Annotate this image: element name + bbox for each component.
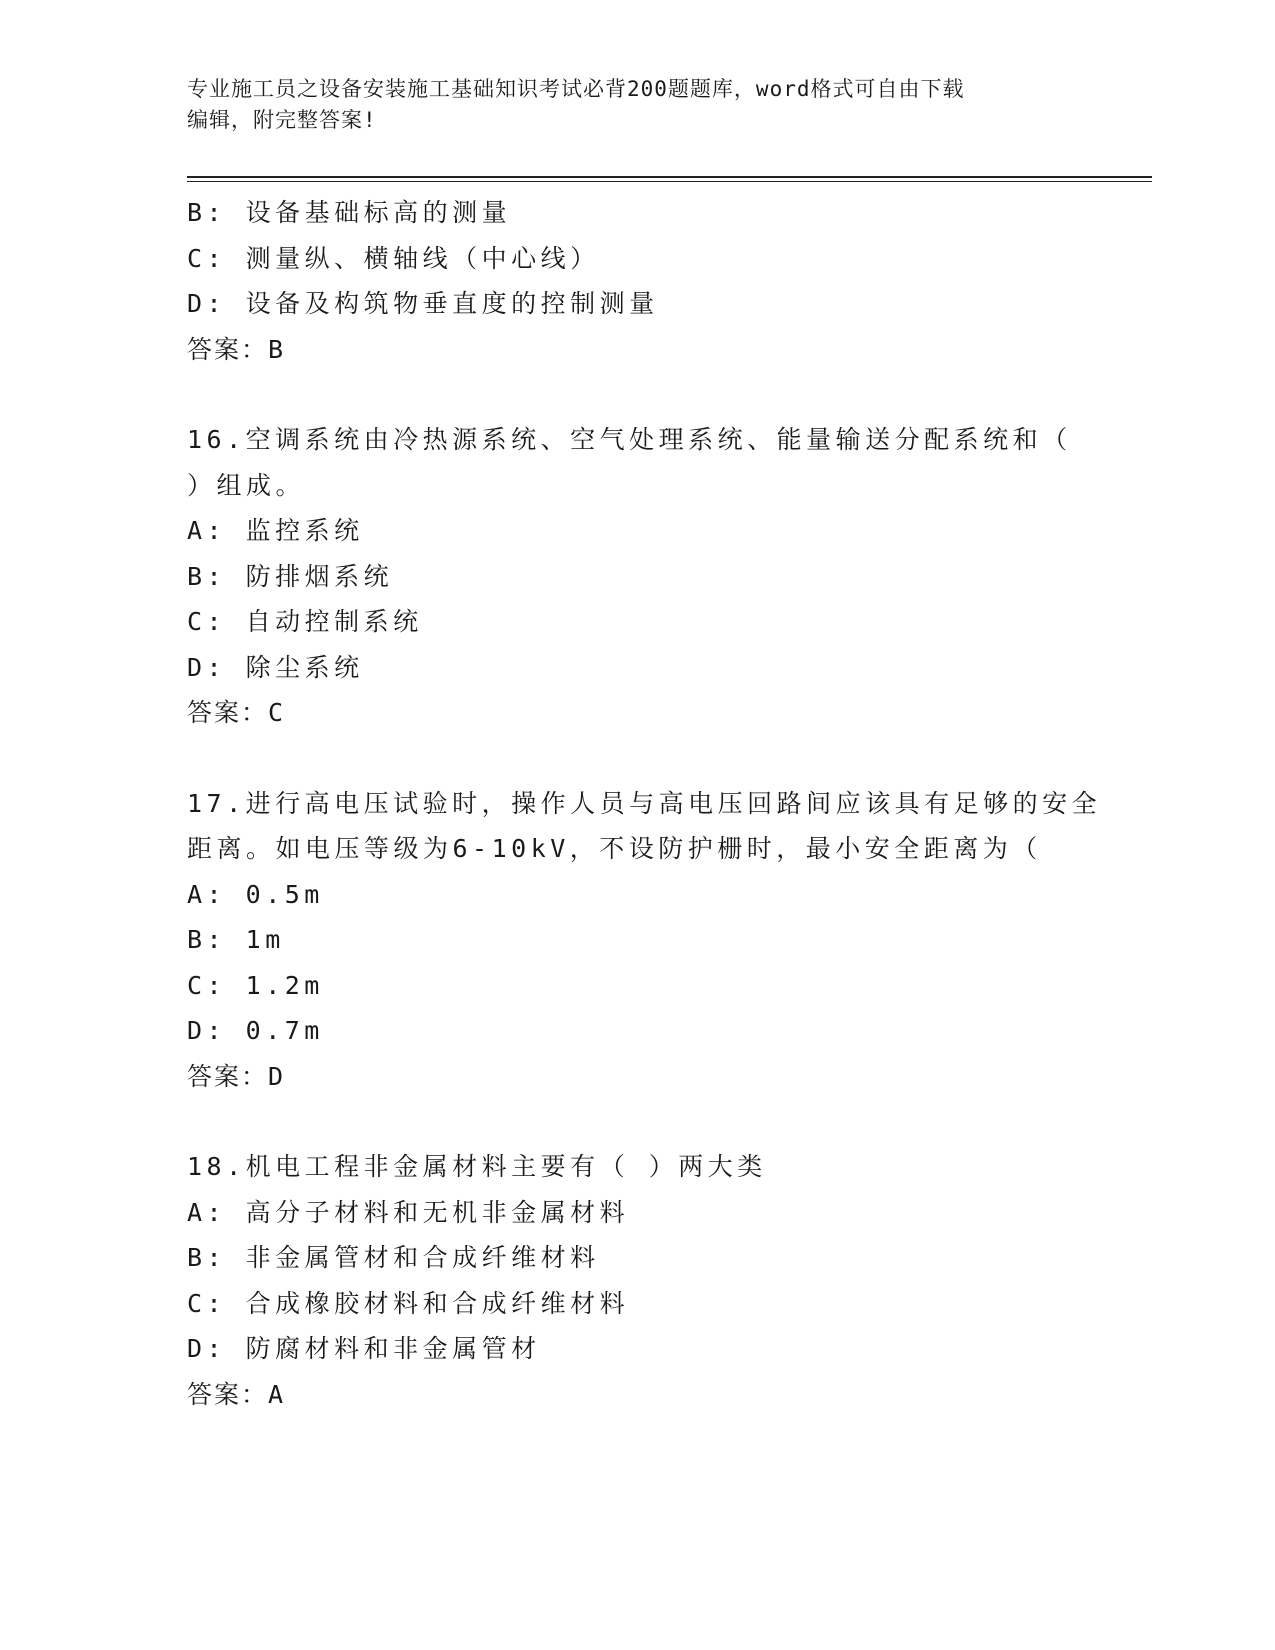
question-stem: 16.空调系统由冷热源系统、空气处理系统、能量输送分配系统和（ <box>187 425 1072 454</box>
option-a: A: 高分子材料和无机非金属材料 <box>187 1197 630 1227</box>
option-a: A: 监控系统 <box>187 516 364 545</box>
question-stem-continued: 距离。如电压等级为6-10kV，不设防护栅时，最小安全距离为（ <box>187 834 1042 863</box>
option-c: C: 合成橡胶材料和合成纤维材料 <box>187 1288 630 1318</box>
header-line-1: 专业施工员之设备安装施工基础知识考试必背200题题库，word格式可自由下载 <box>187 77 965 101</box>
option-c: C: 测量纵、横轴线（中心线） <box>187 243 600 273</box>
option-d: D: 防腐材料和非金属管材 <box>187 1334 541 1363</box>
question-list <box>187 190 1102 1417</box>
option-b: B: 非金属管材和合成纤维材料 <box>187 1243 600 1272</box>
header-line-2: 编辑，附完整答案! <box>187 108 377 132</box>
option-b: B: 1m <box>187 925 285 954</box>
question-gap <box>187 372 1087 417</box>
option-a: A: 0.5m <box>187 879 324 909</box>
answer-label: 答案：D <box>187 1061 286 1091</box>
option-b: B: 设备基础标高的测量 <box>187 198 512 227</box>
header-divider-thin <box>187 181 1152 182</box>
question-stem: 17.进行高电压试验时，操作人员与高电压回路间应该具有足够的安全 <box>187 788 1102 818</box>
option-d: D: 设备及构筑物垂直度的控制测量 <box>187 289 659 318</box>
answer-label: 答案：B <box>187 334 286 364</box>
answer-label: 答案：C <box>187 698 286 727</box>
question-stem-continued: ）组成。 <box>187 470 306 500</box>
option-d: D: 除尘系统 <box>187 652 364 682</box>
question-16 <box>187 417 1087 736</box>
header-divider-thick <box>187 176 1152 178</box>
option-c: C: 自动控制系统 <box>187 607 423 636</box>
question-gap <box>187 1099 1087 1144</box>
answer-label: 答案：A <box>187 1379 286 1409</box>
question-stem: 18.机电工程非金属材料主要有（ ）两大类 <box>187 1152 767 1181</box>
document-header <box>187 74 1087 136</box>
question-15-tail <box>187 190 1087 372</box>
question-gap <box>187 736 1087 781</box>
option-b: B: 防排烟系统 <box>187 561 394 591</box>
question-17 <box>187 781 1102 1100</box>
option-c: C: 1.2m <box>187 970 324 1000</box>
question-18 <box>187 1144 1087 1417</box>
option-d: D: 0.7m <box>187 1016 324 1045</box>
